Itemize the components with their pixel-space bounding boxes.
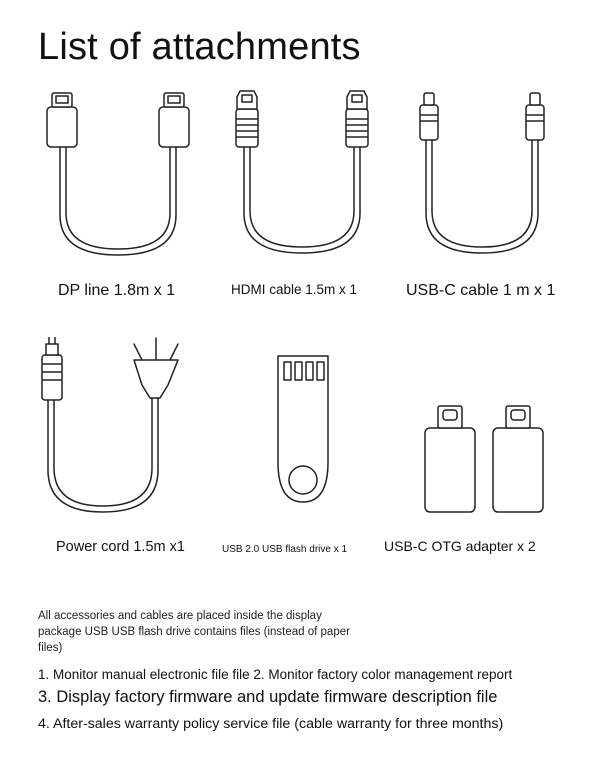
package-note: All accessories and cables are placed inside the display package USB USB flash drive contains files (instead of paper files) xyxy=(38,610,350,654)
hdmi-cable-item xyxy=(224,85,384,297)
file-list-line-3: 4. After-sales warranty policy service file (cable warranty for three months) xyxy=(38,716,504,732)
power-cord-item xyxy=(38,330,213,555)
usb-flash-drive-item xyxy=(222,352,372,555)
otg-adapter-item xyxy=(380,400,580,554)
page-title: List of attachments xyxy=(38,26,361,68)
file-list-line-2: 3. Display factory firmware and update firmware description file xyxy=(38,688,498,706)
usb-flash-drive-icon xyxy=(222,352,372,532)
usbc-cable-item xyxy=(406,85,572,299)
usbc-cable-icon xyxy=(412,85,572,260)
power-cord-icon xyxy=(38,330,213,530)
power-cord-caption: Power cord 1.5m x1 xyxy=(56,539,185,555)
hdmi-cable-icon xyxy=(224,85,384,260)
otg-adapter-icon xyxy=(380,400,580,530)
usbc-cable-caption: USB-C cable 1 m x 1 xyxy=(406,282,556,299)
hdmi-cable-caption: HDMI cable 1.5m x 1 xyxy=(231,282,358,297)
dp-cable-item xyxy=(38,85,198,299)
dp-cable-caption: DP line 1.8m x 1 xyxy=(58,282,176,299)
dp-cable-icon xyxy=(38,85,198,260)
otg-adapter-caption: USB-C OTG adapter x 2 xyxy=(384,538,536,554)
file-list-line-1: 1. Monitor manual electronic file file 2. Monitor factory color management report xyxy=(38,667,513,682)
usb-flash-drive-caption: USB 2.0 USB flash drive x 1 xyxy=(222,544,348,555)
